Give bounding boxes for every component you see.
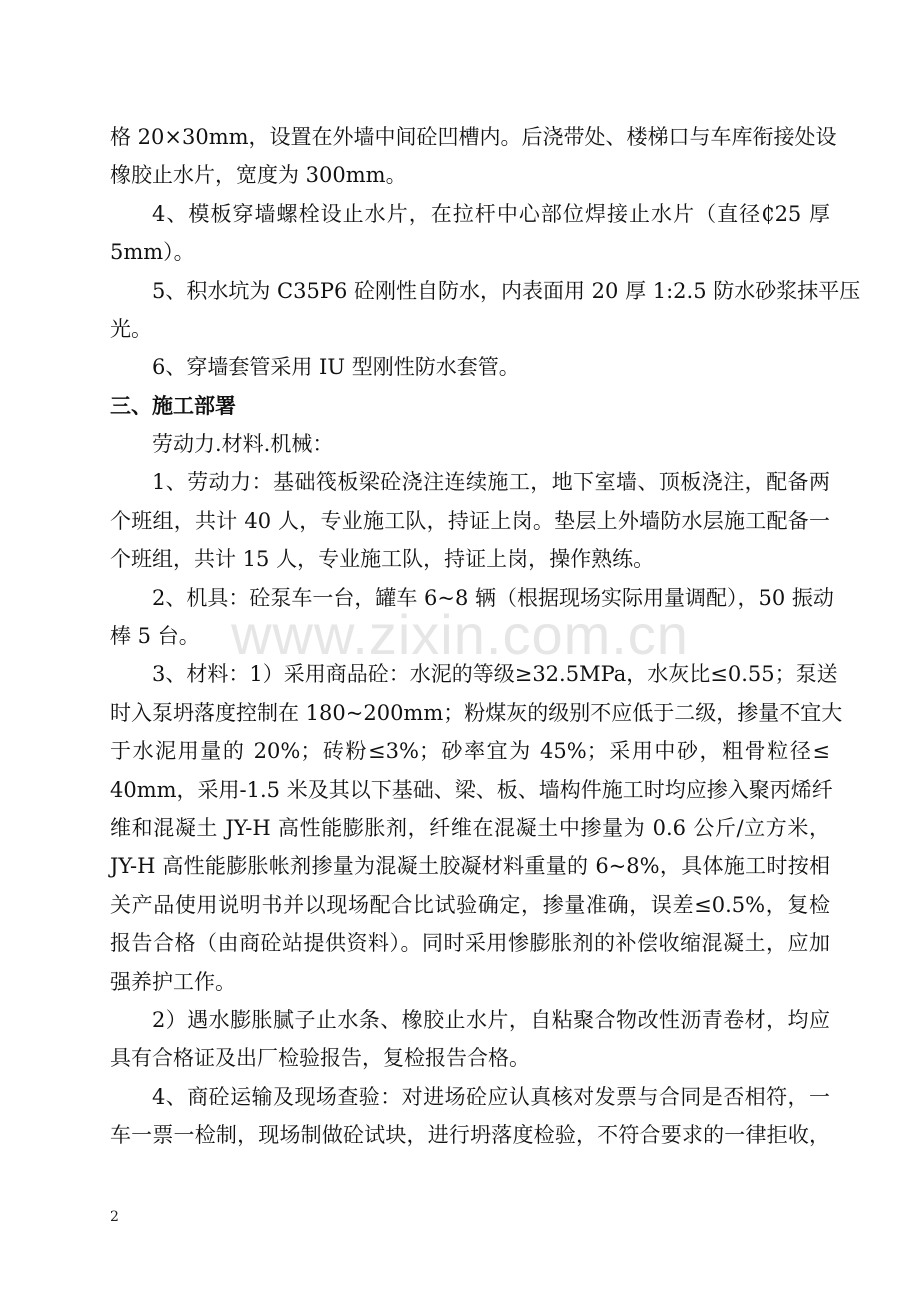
text-line: 橡胶止水片，宽度为 300mm。 bbox=[110, 163, 407, 187]
text-line: 关产品使用说明书并以现场配合比试验确定，掺量准确，误差≤0.5%，复检 bbox=[110, 893, 830, 917]
text-line: 具有合格证及出厂检验报告，复检报告合格。 bbox=[110, 1046, 530, 1070]
text-line: 2）遇水膨胀腻子止水条、橡胶止水片，自粘聚合物改性沥青卷材，均应 bbox=[152, 1008, 830, 1032]
text-line: 格 20×30mm，设置在外墙中间砼凹槽内。后浇带处、楼梯口与车库衔接处设 bbox=[110, 125, 837, 149]
text-line: 强养护工作。 bbox=[110, 970, 236, 994]
text-line: 报告合格（由商砼站提供资料）。同时采用惨膨胀剂的补偿收缩混凝土，应加 bbox=[110, 931, 830, 955]
text-line: 4、模板穿墙螺栓设止水片，在拉杆中心部位焊接止水片（直径₵25 厚 bbox=[152, 202, 830, 226]
text-line: 6、穿墙套管采用 IU 型刚性防水套管。 bbox=[152, 355, 520, 379]
page-number: 2 bbox=[110, 1209, 119, 1225]
text-line: 时入泵坍落度控制在 180~200mm；粉煤灰的级别不应低于二级，掺量不宜大 bbox=[110, 701, 843, 725]
text-line: 3、材料：1）采用商品砼：水泥的等级≥32.5MPa，水灰比≤0.55；泵送 bbox=[152, 662, 838, 686]
text-line: 光。 bbox=[110, 317, 152, 341]
text-line: JY-H 高性能膨胀帐剂掺量为混凝土胶凝材料重量的 6~8%，具体施工时按相 bbox=[110, 854, 830, 878]
text-line: 个班组，共计 40 人，专业施工队，持证上岗。垫层上外墙防水层施工配备一 bbox=[110, 509, 830, 533]
section-heading: 三、施工部署 bbox=[110, 393, 236, 418]
text-line: 车一票一检制，现场制做砼试块，进行坍落度检验，不符合要求的一律拒收， bbox=[110, 1123, 830, 1147]
watermark: www.zixin.com.cn bbox=[231, 603, 689, 666]
text-line: 棒 5 台。 bbox=[110, 624, 200, 648]
text-line: 于水泥用量的 20%；砖粉≤3%；砂率宜为 45%；采用中砂，粗骨粒径≤ bbox=[110, 739, 830, 763]
text-line: 40mm，采用-1.5 米及其以下基础、梁、板、墙构件施工时均应掺入聚丙烯纤 bbox=[110, 778, 833, 802]
text-line: 2、机具：砼泵车一台，罐车 6~8 辆（根据现场实际用量调配），50 振动 bbox=[152, 586, 834, 610]
text-line: 5mm）。 bbox=[110, 240, 195, 264]
text-line: 1、劳动力：基础筏板梁砼浇注连续施工，地下室墙、顶板浇注，配备两 bbox=[152, 470, 830, 494]
text-line: 维和混凝土 JY-H 高性能膨胀剂，纤维在混凝土中掺量为 0.6 公斤/立方米， bbox=[110, 816, 830, 840]
text-line: 劳动力.材料.机械： bbox=[152, 432, 334, 456]
text-line: 个班组，共计 15 人，专业施工队，持证上岗，操作熟练。 bbox=[110, 547, 655, 571]
text-line: 4、商砼运输及现场查验：对进场砼应认真核对发票与合同是否相符，一 bbox=[152, 1085, 830, 1109]
text-line: 5、积水坑为 C35P6 砼刚性自防水，内表面用 20 厚 1:2.5 防水砂浆抹平压 bbox=[152, 279, 861, 303]
